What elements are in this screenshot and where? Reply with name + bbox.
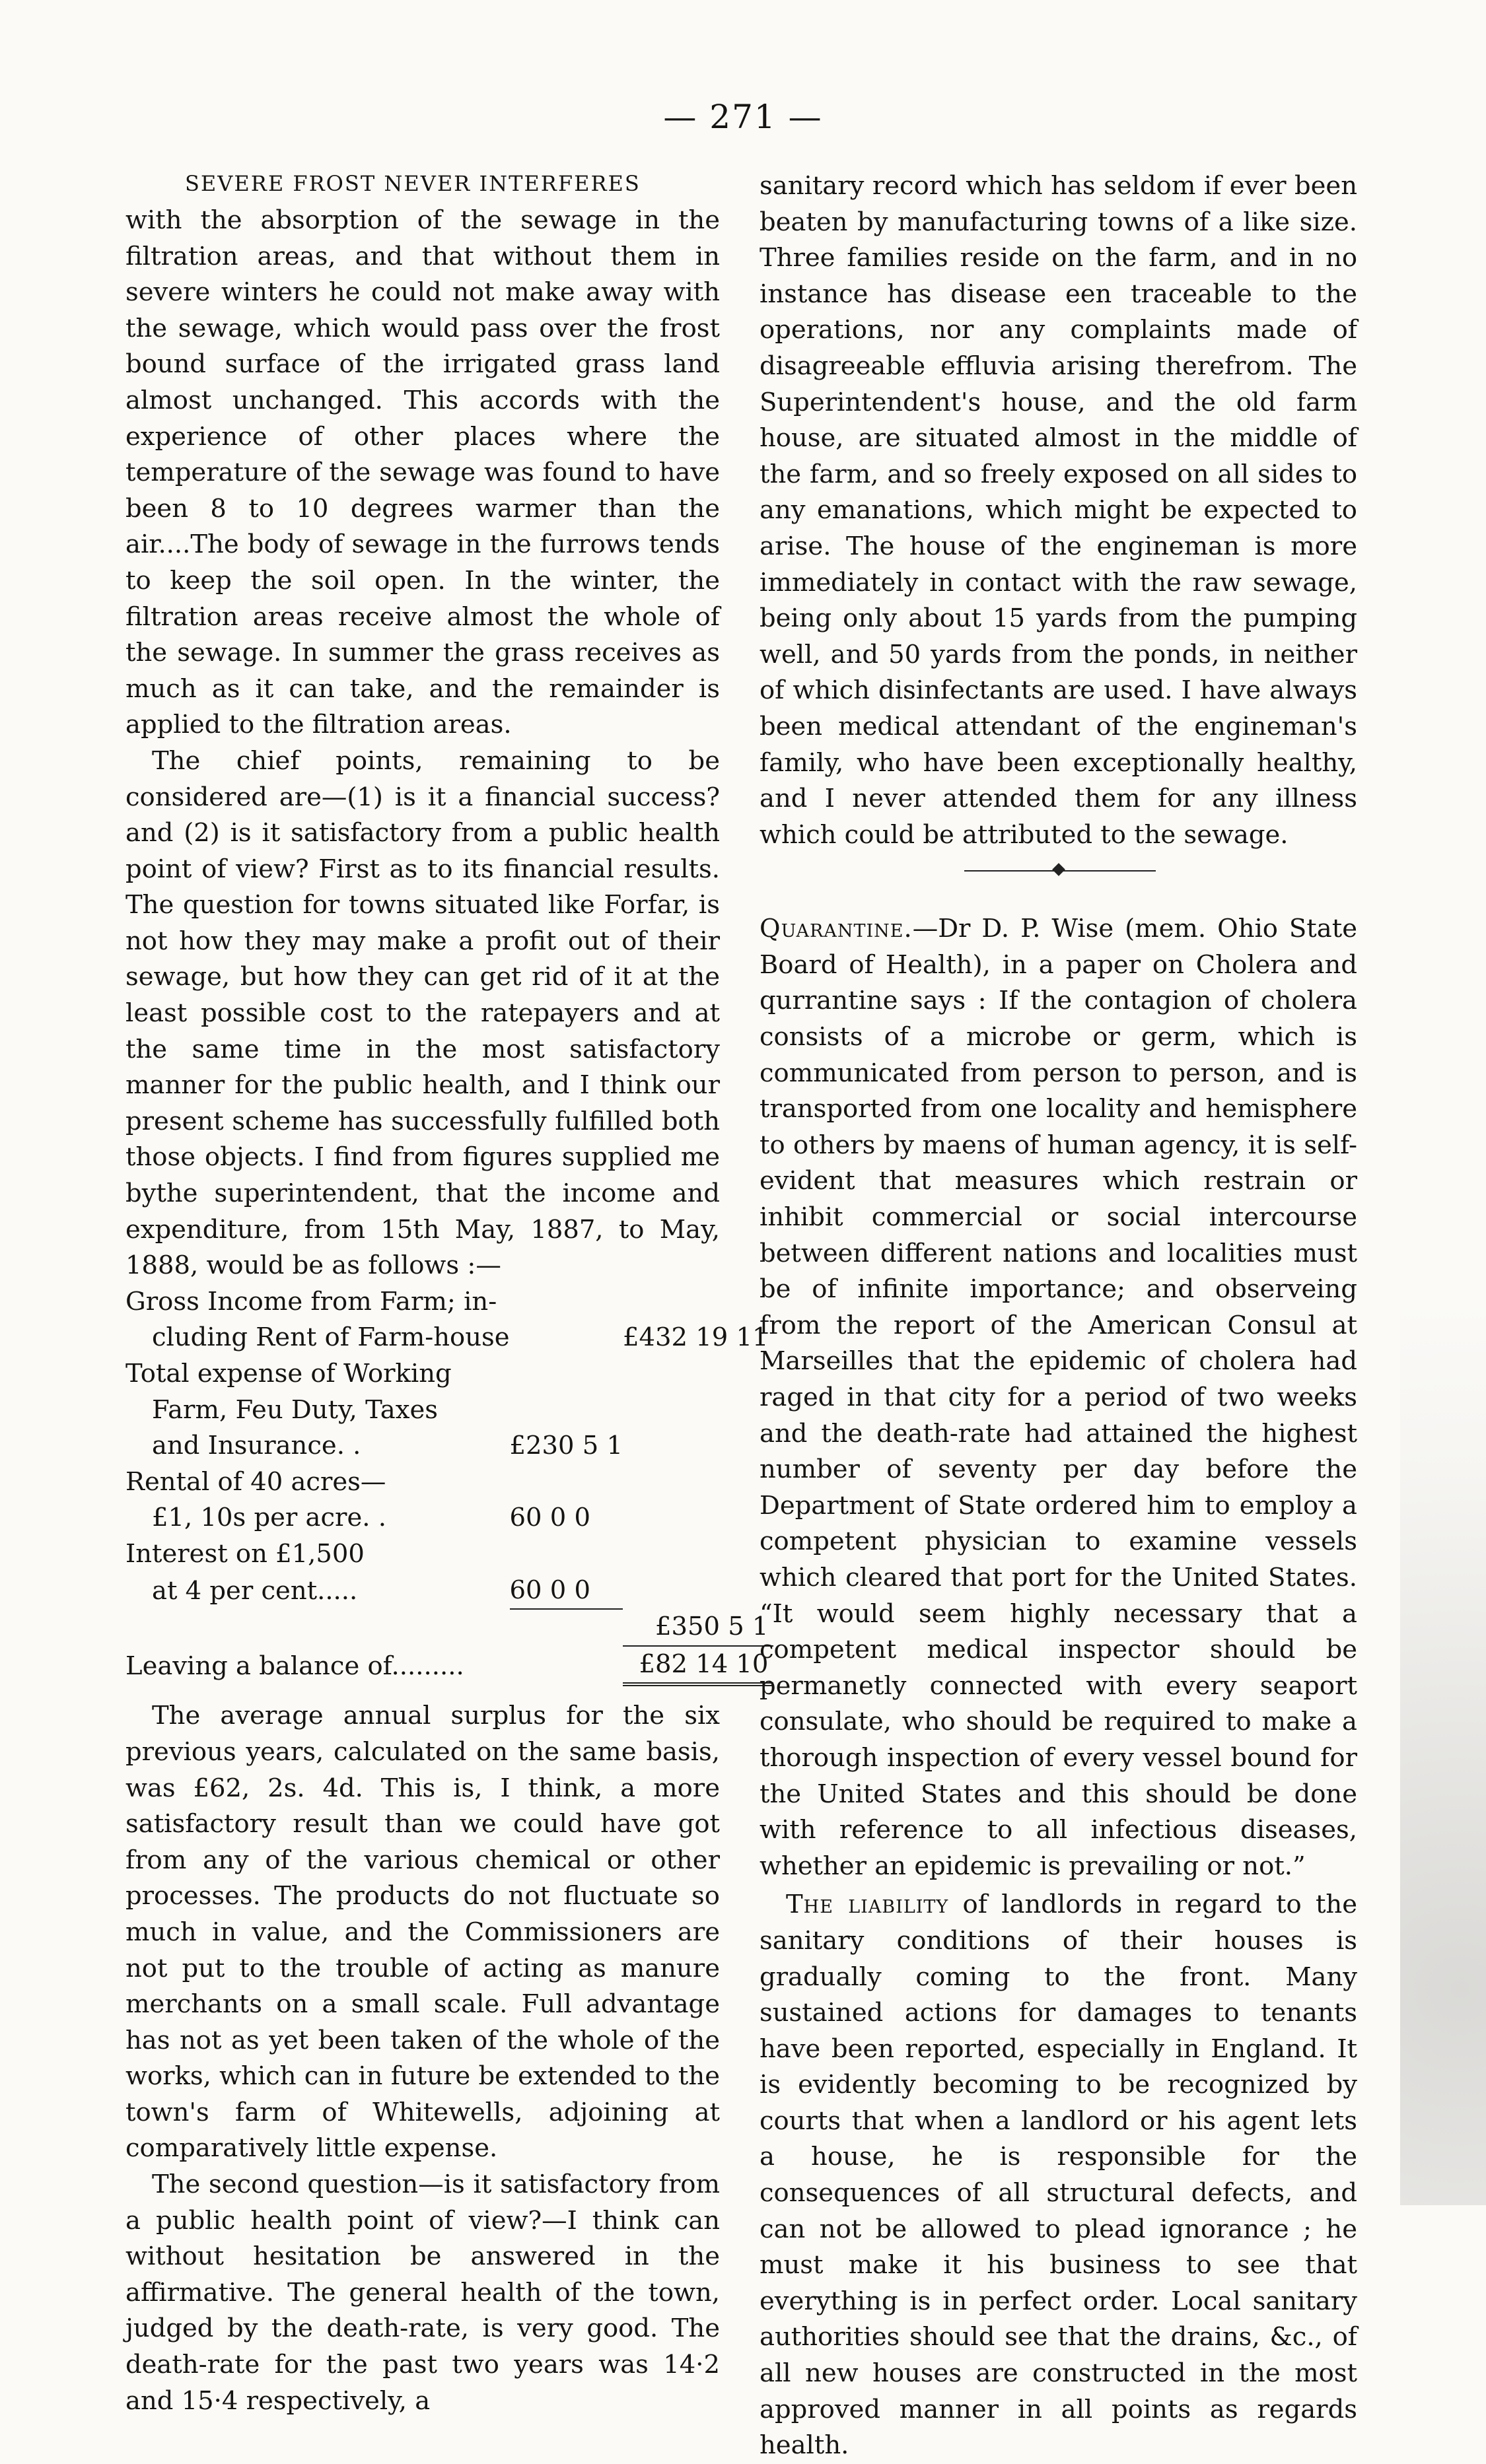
- table-row: [125, 1536, 773, 1573]
- account-label: £1, 10s per acre. .: [152, 1503, 386, 1533]
- quarantine-runin: Quarantine.: [760, 914, 913, 944]
- account-total: £350 5 1: [655, 1612, 769, 1642]
- paragraph-liability: [760, 1887, 1357, 2464]
- table-row: [125, 1356, 773, 1392]
- section-divider: [760, 858, 1357, 885]
- liability-runin: The liability: [786, 1890, 949, 1920]
- page-number: — 271 —: [663, 98, 823, 136]
- account-label: Rental of 40 acres—: [125, 1466, 386, 1497]
- account-amount: £432 19 11: [623, 1322, 769, 1353]
- quarantine-text: —Dr D. P. Wise (mem. Ohio State Board of Health), in a paper on Cholera and qurrantine says : If the contagion of cholera consists of a microbe or germ, which is communicated from person to person, and is transported from one locality and hemisphere to others by maens of human agency, it is self-evident that measures which restrain or inhibit commercial or social intercourse between different nations and localities must be of infinite importance; and observeing from the report of the American Consul at Marseilles that the epidemic of cholera had raged in that city for a period of two weeks and the death-rate had attained the highest number of seventy per day before the Department of State ordered him to employ a competent physician to examine vessels which cleared that port for the United States. “It would seem highly necessary that a competent medical inspector should be permanetly connected with every seaport consulate, who should be required to make a thorough inspection of every vessel bound for the United States and this should be done with reference to all infectious diseases, whether an epidemic is prevailing or not.”: [760, 914, 1357, 1881]
- account-label: Gross Income from Farm; in-: [125, 1286, 497, 1317]
- divider-diamond-icon: [1052, 863, 1065, 876]
- paragraph-quarantine: [760, 911, 1357, 1884]
- section-heading: SEVERE FROST NEVER INTERFERES: [185, 171, 641, 196]
- table-row: [125, 1320, 773, 1356]
- account-label: Total expense of Working: [125, 1359, 452, 1388]
- paragraph-filtration: with the absorption of the sewage in the filtration areas, and that without them in severe winters he could not make away with the sewage, which would pass over the frost bound surface of the irrigated grass land almost unchanged. This accords with the experience of other places where the temperature of the sewage was found to have been 8 to 10 degrees warmer than the air....The body of sewage in the furrows tends to keep the soil open. In the winter, the filtration areas receive almost the whole of the sewage. In summer the grass receives as much as it can take, and the remainder is applied to the filtration areas.: [125, 205, 720, 740]
- account-label: cluding Rent of Farm-house: [152, 1322, 510, 1353]
- account-label: Interest on £1,500: [125, 1538, 365, 1569]
- balance-label: Leaving a balance of.........: [125, 1651, 464, 1681]
- account-label: Farm, Feu Duty, Taxes: [152, 1394, 439, 1425]
- table-row: [125, 1284, 773, 1320]
- balance-amount: £82 14 10: [623, 1646, 773, 1685]
- table-row: [125, 1464, 773, 1501]
- account-amount: 60 0 0: [509, 1503, 591, 1533]
- table-row: [125, 1428, 773, 1464]
- account-label: at 4 per cent.....: [152, 1575, 358, 1606]
- paragraph-sanitary-record: sanitary record which has seldom if ever been beaten by manufacturing towns of a like size. Three families reside on the farm, and in no instance has disease een traceable to the operations, nor any complaints made of disagreeable effluvia arising therefrom. The Superintendent's house, and the old farm house, are situated almost in the middle of the farm, and so freely exposed on all sides to any emanations, which might be expected to arise. The house of the engineman is more immediately in contact with the raw sewage, being only about 15 yards from the pumping well, and 50 yards from the ponds, in neither of which disinfectants are used. I have always been medical attendant of the engineman's family, who have been exceptionally healthy, and I never attended them for any illness which could be attributed to the sewage.: [760, 171, 1357, 850]
- table-row: [125, 1646, 773, 1685]
- liability-text: of landlords in regard to the sanitary conditions of their houses is gradually coming to the front. Many sustained actions for damages to tenants have been reported, especially in England. It is evidently becoming to be recognized by courts that when a landlord or his agent lets a house, he is responsible for the consequences of all structural defects, and can not be allowed to plead ignorance ; he must make it his business to see that everything is in perfect order. Local sanitary authorities should see that the drains, &c., of all new houses are constructed in the most approved manner in all points as regards health.: [760, 1890, 1358, 2461]
- right-column: [760, 168, 1357, 2464]
- account-amount: £230 5 1: [509, 1431, 623, 1461]
- account-label: and Insurance. .: [152, 1431, 361, 1461]
- account-amount: 60 0 0: [510, 1573, 623, 1610]
- paragraph-surplus: The average annual surplus for the six previous years, calculated on the same basis, was £62, 2s. 4d. This is, I think, a more satisfactory result than we could have got from any of the various chemical or other processes. The products do not fluctuate so much in value, and the Commissioners are not put to the trouble of acting as manure merchants on a small scale. Full advantage has not as yet been taken of the whole of the works, which can in future be extended to the town's farm of Whitewells, adjoining at comparatively little expense.: [125, 1701, 720, 2164]
- table-row: [125, 1573, 773, 1610]
- accounts-table: [125, 1284, 773, 1687]
- page-edge-shadow: [1400, 1122, 1486, 2205]
- table-row: [125, 1392, 773, 1429]
- paragraph-financial: The chief points, remaining to be considered are—(1) is it a financial success? and (2) is it satisfactory from a public health point of view? First as to its financial results. The question for towns situated like Forfar, is not how they may make a profit out of their sewage, but how they can get rid of it at the least possible cost to the ratepayers and at the same time in the most satisfactory manner for the public health, and I think our present scheme has successfully fulfilled both those objects. I find from figures supplied me bythe superintendent, that the income and expenditure, from 15th May, 1887, to May, 1888, would be as follows :—: [125, 745, 720, 1281]
- paragraph-health: The second question—is it satisfactory from a public health point of view?—I think can without hesitation be answered in the affirmative. The general health of the town, judged by the death-rate, is very good. The death-rate for the past two years was 14·2 and 15·4 respectively, a: [125, 2170, 720, 2416]
- left-column: [125, 168, 769, 2419]
- table-row: [125, 1609, 773, 1646]
- table-row: [125, 1500, 773, 1536]
